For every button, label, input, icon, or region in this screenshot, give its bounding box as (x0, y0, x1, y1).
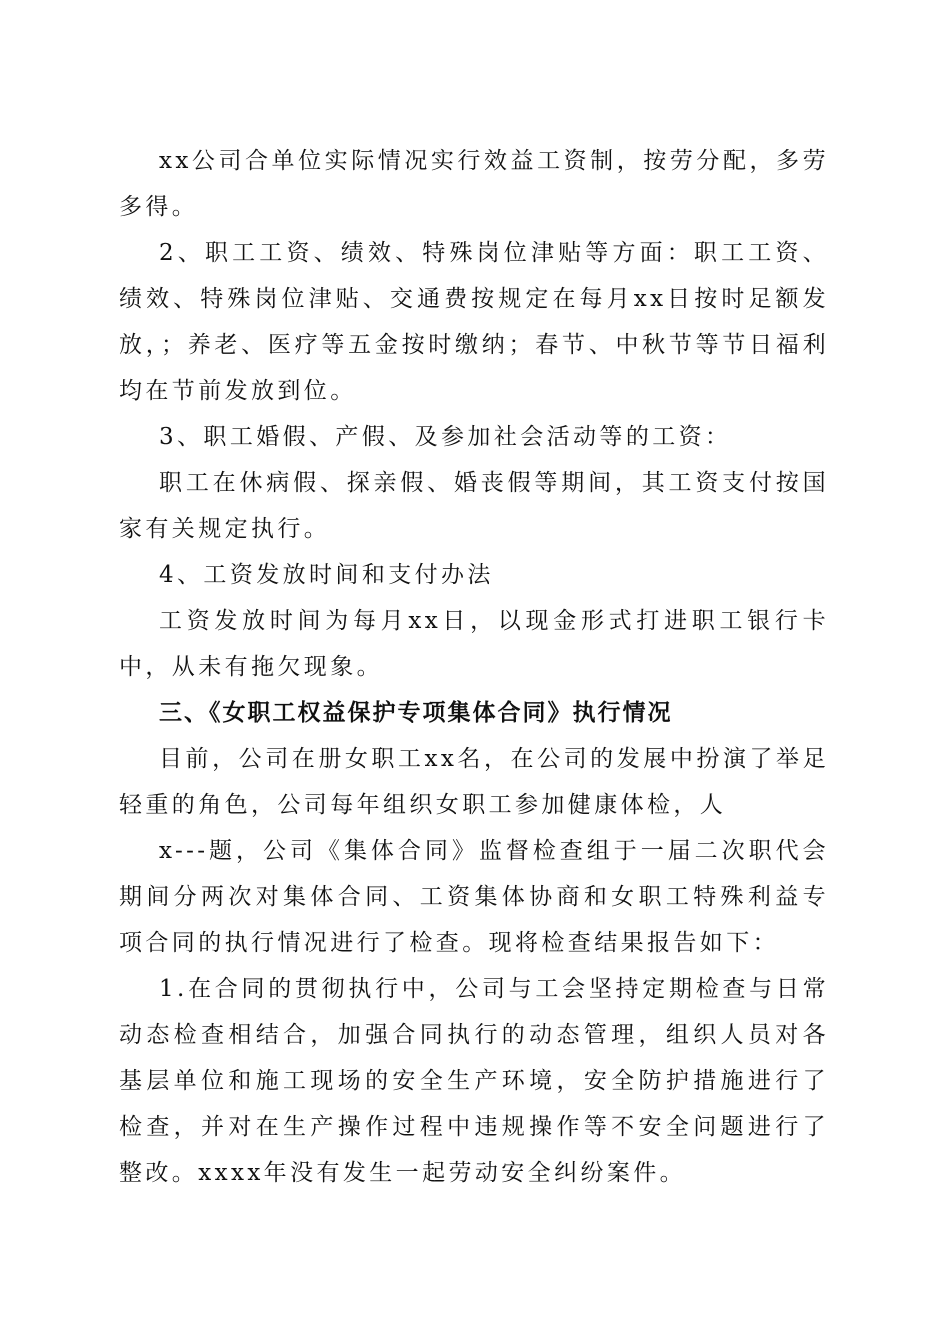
paragraph-safety-check: 1.在合同的贯彻执行中，公司与工会坚持定期检查与日常动态检查相结合，加强合同执行的动态管理，组织人员对各基层单位和施工现场的安全生产环境，安全防护措施进行了检查，并对在生产操作过程中违规操作等不安全问题进行了整改。xxxx年没有发生一起劳动安全纠纷案件。 (119, 976, 829, 1186)
paragraph-wage-system: xx公司合单位实际情况实行效益工资制，按劳分配，多劳多得。 (119, 148, 829, 220)
paragraph-payment-method-title: 4、工资发放时间和支付办法 (159, 562, 494, 588)
document-body (119, 138, 829, 1196)
section-heading: 三、《女职工权益保护专项集体合同》执行情况 (159, 700, 673, 726)
paragraph-female-staff: 目前，公司在册女职工xx名，在公司的发展中扮演了举足轻重的角色，公司每年组织女职工参加健康体检，人 (119, 746, 829, 818)
paragraph-leave-wages-title: 3、职工婚假、产假、及参加社会活动等的工资： (159, 424, 732, 450)
paragraph-inspection: x---题，公司《集体合同》监督检查组于一届二次职代会期间分两次对集体合同、工资集体协商和女职工特殊利益专项合同的执行情况进行了检查。现将检查结果报告如下： (119, 838, 829, 956)
paragraph-payment-method: 工资发放时间为每月xx日，以现金形式打进职工银行卡中，从未有拖欠现象。 (119, 608, 829, 680)
paragraph-leave-wages: 职工在休病假、探亲假、婚丧假等期间，其工资支付按国家有关规定执行。 (119, 470, 829, 542)
paragraph-salary-benefits: 2、职工工资、绩效、特殊岗位津贴等方面：职工工资、绩效、特殊岗位津贴、交通费按规定在每月xx日按时足额发放，；养老、医疗等五金按时缴纳；春节、中秋节等节日福利均在节前发放到位。 (119, 240, 829, 404)
